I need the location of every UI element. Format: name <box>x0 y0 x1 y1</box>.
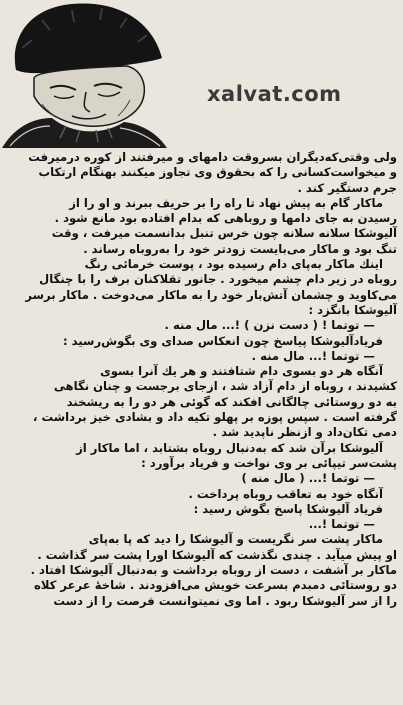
text-line: — توتما !... مال منه . <box>251 348 375 363</box>
text-line: ماکار گام به پیش نهاد تا راه را بر حریف ببرند و او را از <box>69 195 383 210</box>
text-line: پشت‌سر تیپائی بر وی نواخت و فریاد برآورد : <box>141 455 397 470</box>
watermark-text: xalvat.com <box>207 82 342 106</box>
text-line: آلیوشکا بانگزد : <box>308 302 397 317</box>
text-line: — توتما ! ( دست نزن ) !... مال منه . <box>164 318 375 333</box>
text-line: فریادآلیوشکا پیاسخ چون انعکاس صدای وی بگوش‌رسید : <box>62 333 383 348</box>
text-line: دو روستائی دمبدم بسرعت خویش می‌افزودند . شاخهٔ عرعر کلاه <box>33 578 397 593</box>
portrait-illustration <box>2 0 167 148</box>
text-line: می‌کاوید و چشمان آتش‌بار خود را به ماکار می‌دوخت . ماکار برسر <box>25 287 397 302</box>
text-line: را از سر آلیوشکا ربود . اما وی نمیتوانست فرصت را از دست <box>53 593 397 608</box>
text-line: — توتما !... ( مال منه ) <box>241 471 375 486</box>
text-line: دمی تکان‌داد و ازنظر ناپدید شد . <box>212 425 397 440</box>
text-line: اینك ماکار به‌پای دام رسیده بود ، پوست خرمائی رنگ <box>84 257 383 272</box>
text-line: ماکار بر آشفت ، دست از روباه برداشت و به‌دنبال آلیوشکا افتاد . <box>30 563 397 578</box>
text-line: او پیش میآید . چندی نگذشت که آلیوشکا اورا پشت سر گذاشت . <box>37 547 397 562</box>
text-line: گرفته است . سپس پوزه بر پهلو تکیه داد و بشادی خیز برداشت ، <box>33 410 397 425</box>
text-line: فریاد آلیوشکا پاسخ بگوش رسید : <box>193 501 383 516</box>
text-line: تنگ بود و ماکار می‌بایست زودتر خود را به‌روباه رساند . <box>83 241 397 256</box>
text-line: کشیدند ، روباه از دام آزاد شد ، ازجای برجست و چنان نگاهی <box>53 379 397 394</box>
text-line: ولی وقتی‌که‌دیگران بسروقت دامهای و میرفتند از کوره درمیرفت <box>28 150 397 164</box>
text-line: رسیدن به جای دامها و روباهی که بدام افتاده بود مانع شود . <box>54 211 397 226</box>
text-line: به دو روستائی چالگانی افکند که گوئی هر دو را به ریشخند <box>66 394 397 409</box>
text-line: آلیوشکا برآن شد که به‌دنبال روباه بشتابد ، اما ماکار از <box>76 440 383 455</box>
text-line: آلیوشکا سلانه سلانه چون خرس تنبل بدانسمت میرفت ، وقت <box>51 226 397 241</box>
text-line: ماکار پشت سر نگریست و آلیوشکا را دید که پا به‌پای <box>88 532 383 547</box>
text-line: آنگاه هر دو بسوی دام شتافتند و هر یك آنرا بسوی <box>100 364 383 379</box>
text-line: و میخواست‌کسانی را که بحقوق وی تجاوز میکنند بهنگام ارتکاب <box>38 165 397 180</box>
text-line: روباه در زیر دام چشم میخورد . جانور تقلاکنان برف را با چنگال <box>39 272 397 287</box>
story-text <box>6 150 397 609</box>
text-line: جرم دستگیر کند . <box>297 180 397 195</box>
text-line: — توتما !... <box>308 517 375 532</box>
text-line: آنگاه خود به تعاقب روباه پرداخت . <box>188 486 383 501</box>
